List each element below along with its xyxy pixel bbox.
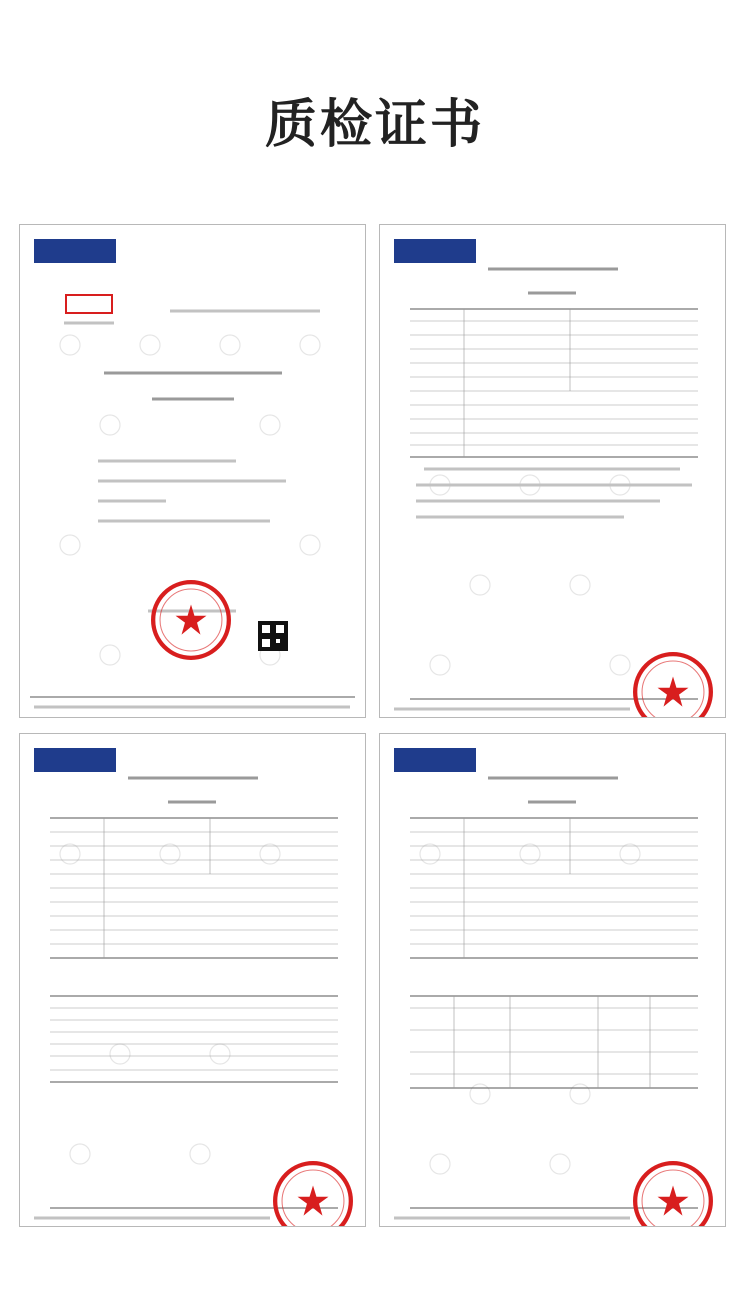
- brand-logo: [34, 748, 116, 772]
- qr-code-icon: [258, 621, 288, 651]
- page-title: 质检证书: [264, 95, 485, 155]
- report-page-cover: [19, 224, 366, 718]
- report-page-1: [379, 224, 726, 718]
- report-page-3-graphics: [380, 734, 725, 1226]
- star-icon: [298, 1186, 329, 1216]
- report-page-1-graphics: [380, 225, 725, 717]
- info-table-rows: [50, 818, 338, 958]
- report-page-2: [19, 733, 366, 1227]
- stamp-icon: [630, 1158, 716, 1227]
- star-icon: [176, 605, 207, 635]
- cover-field-lines: [98, 461, 286, 521]
- stamp-icon: [270, 1158, 356, 1227]
- results-table-rows: [50, 1008, 338, 1070]
- report-page-3: [379, 733, 726, 1227]
- cma-mark: [66, 295, 112, 313]
- stamp-icon: [630, 649, 716, 718]
- info-table-rows: [410, 818, 698, 958]
- brand-logo: [394, 239, 476, 263]
- brand-logo: [34, 239, 116, 263]
- star-icon: [658, 677, 689, 707]
- watermark-icon: [60, 844, 280, 1164]
- watermark-icon: [430, 475, 630, 675]
- info-table-rows: [410, 309, 698, 457]
- conclusion-lines: [416, 469, 692, 517]
- star-icon: [658, 1186, 689, 1216]
- brand-logo: [394, 748, 476, 772]
- results-table-rows: [410, 996, 698, 1088]
- watermark-icon: [420, 844, 640, 1174]
- report-page-2-graphics: [20, 734, 365, 1226]
- stamp-icon: [148, 577, 234, 663]
